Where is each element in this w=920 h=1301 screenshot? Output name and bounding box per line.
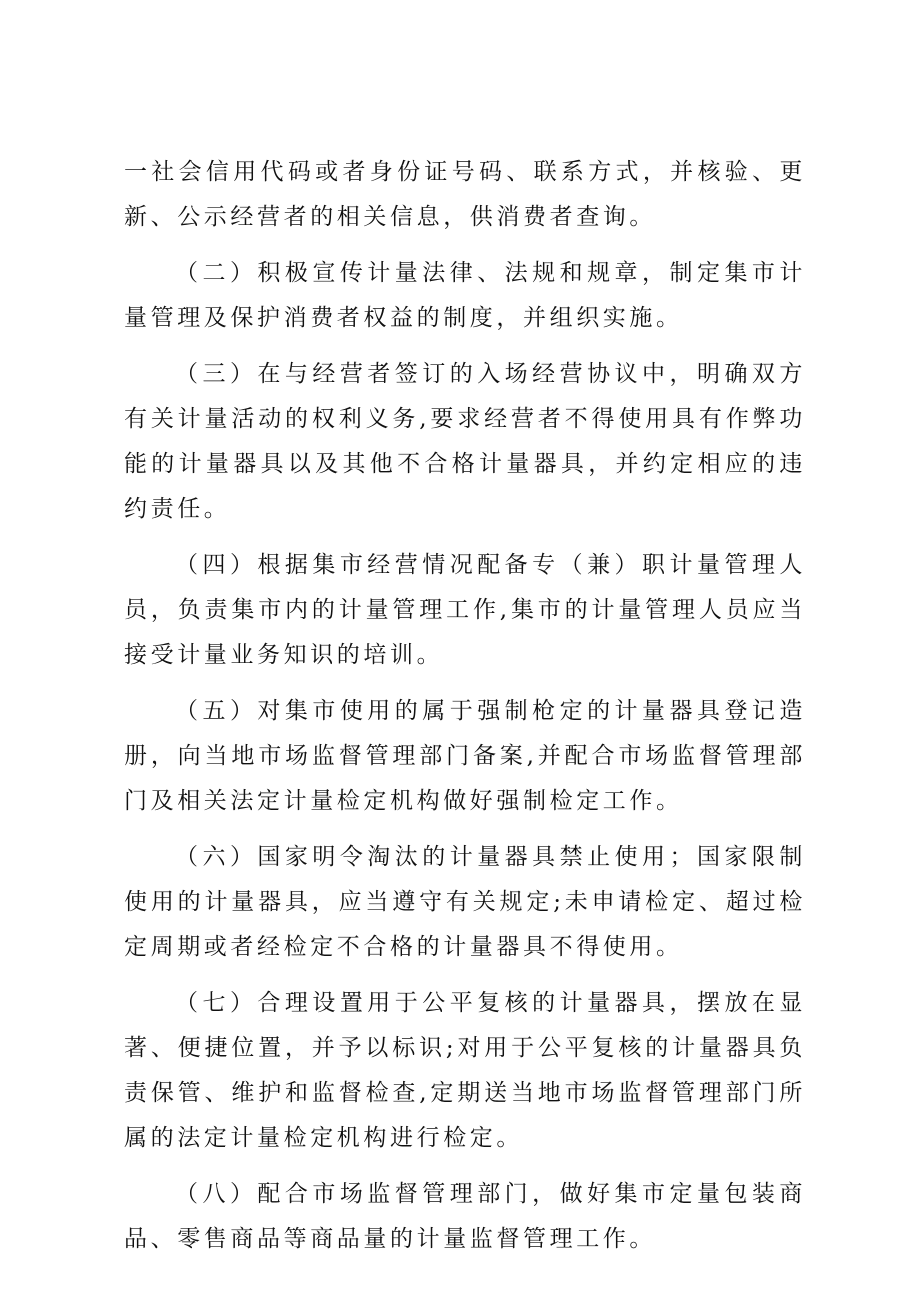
paragraph-item-8: （八）配合市场监督管理部门，做好集市定量包装商品、零售商品等商品量的计量监督管理工作。 <box>124 1181 806 1252</box>
paragraph-item-5: （五）对集市使用的属于强制枪定的计量器具登记造册，向当地市场监督管理部门备案,并配合市场监督管理部门及相关法定计量检定机构做好强制检定工作。 <box>124 698 806 814</box>
paragraph-item-4: （四）根据集市经营情况配备专（兼）职计量管理人员，负责集市内的计量管理工作,集市的计量管理人员应当接受计量业务知识的培训。 <box>124 552 806 668</box>
paragraph-item-7: （七）合理设置用于公平复核的计量器具，摆放在显著、便捷位置，并予以标识;对用于公平复核的计量器具负责保管、维护和监督检查,定期送当地市场监督管理部门所属的法定计量检定机构进行检定。 <box>124 990 806 1151</box>
paragraph-item-3: （三）在与经营者签订的入场经营协议中，明确双方有关计量活动的权利义务,要求经营者不得使用具有作弊功能的计量器具以及其他不合格计量器具，并约定相应的违约责任。 <box>124 361 806 522</box>
document-body <box>124 150 806 1273</box>
paragraph-continuation: 一社会信用代码或者身份证号码、联系方式，并核验、更新、公示经营者的相关信息，供消费者查询。 <box>124 159 806 230</box>
paragraph-item-6: （六）国家明令淘汰的计量器具禁止使用；国家限制使用的计量器具，应当遵守有关规定;未申请检定、超过检定周期或者经检定不合格的计量器具不得使用。 <box>124 844 806 960</box>
paragraph-item-2: （二）积极宣传计量法律、法规和规章，制定集市计量管理及保护消费者权益的制度，并组织实施。 <box>124 260 806 331</box>
